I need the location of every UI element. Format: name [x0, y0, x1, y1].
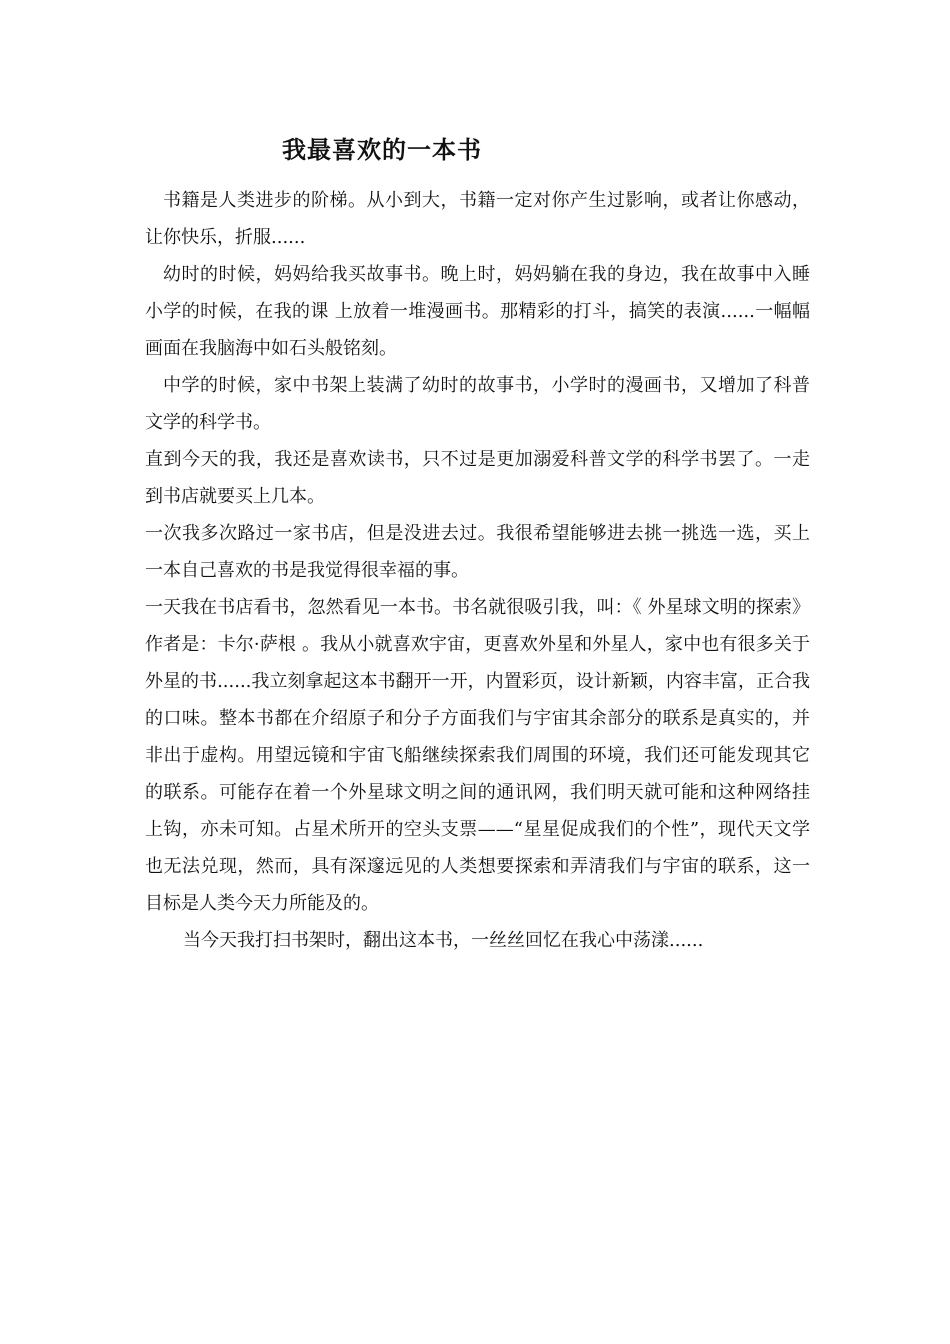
paragraph-6: 一天我在书店看书，忽然看见一本书。书名就很吸引我，叫：《 外星球文明的探索》作者是：卡尔·萨根 。我从小就喜欢宇宙，更喜欢外星和外星人，家中也有很多关于外星的书......我立刻拿起这本书翻开一开，内置彩页，设计新颖，内容丰富，正合我的口味。整本书都在介绍原子和分子方面我们与宇宙其余部分的联系是真实的，并非出于虚构。用望远镜和宇宙飞船继续探索我们周围的环境，我们还可能发现其它的联系。可能存在着一个外星球文明之间的通讯网，我们明天就可能和这种网络挂上钩，亦未可知。占星术所开的空头支票——“星星促成我们的个性”，现代天文学也无法兑现，然而，具有深邃远见的人类想要探索和弄清我们与宇宙的联系，这一目标是人类今天力所能及的。	[145, 597, 810, 914]
paragraph-3: 中学的时候，家中书架上装满了幼时的故事书，小学时的漫画书，又增加了科普文学的科学书。	[145, 375, 810, 433]
paragraph-2: 幼时的时候，妈妈给我买故事书。晚上时，妈妈躺在我的身边，我在故事中入睡小学的时候，在我的课 上放着一堆漫画书。那精彩的打斗，搞笑的表演......一幅幅画面在我脑海中如石头般铭刻。	[145, 264, 810, 359]
paragraph-4: 直到今天的我，我还是喜欢读书，只不过是更加溺爱科普文学的科学书罢了。一走到书店就要买上几本。	[145, 449, 810, 507]
document-body	[145, 182, 810, 959]
paragraph-1: 书籍是人类进步的阶梯。从小到大，书籍一定对你产生过影响，或者让你感动，让你快乐，折服......	[145, 190, 810, 248]
document-title: 我最喜欢的一本书	[282, 135, 482, 164]
paragraph-7: 当今天我打扫书架时，翻出这本书，一丝丝回忆在我心中荡漾......	[183, 930, 704, 951]
paragraph-5: 一次我多次路过一家书店，但是没进去过。我很希望能够进去挑一挑选一选，买上一本自己喜欢的书是我觉得很幸福的事。	[145, 523, 810, 581]
